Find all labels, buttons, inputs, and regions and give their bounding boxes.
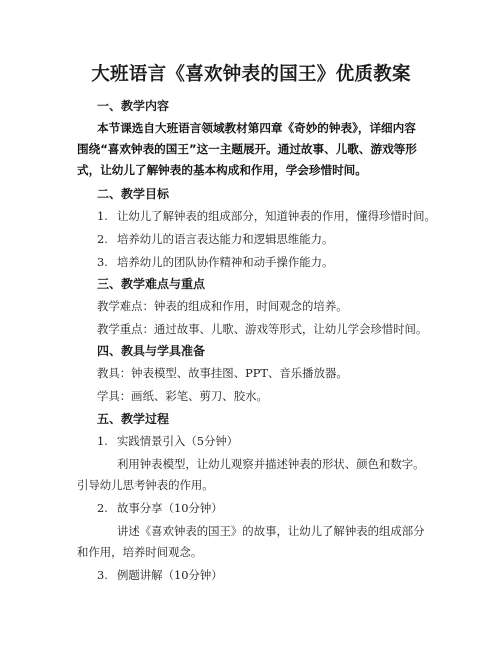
teaching-aids-line: 教具：钟表模型、故事挂图、PPT、音乐播放器。 <box>97 366 348 380</box>
goal-item-number: 1. <box>97 209 108 223</box>
difficulty-line: 教学难点：钟表的组成和作用，时间观念的培养。 <box>97 299 348 313</box>
goal-item-number: 2. <box>97 232 108 246</box>
goal-item-text: 让幼儿了解钟表的组成部分，知道钟表的作用，懂得珍惜时间。 <box>117 209 436 223</box>
goal-item-text: 培养幼儿的团队协作精神和动手操作能力。 <box>117 255 334 269</box>
step-1-title <box>97 433 238 449</box>
section-heading-content: 一、教学内容 <box>97 99 170 113</box>
goal-item-text: 培养幼儿的语言表达能力和逻辑思维能力。 <box>117 232 334 246</box>
section-heading-goals: 二、教学目标 <box>97 187 170 201</box>
step-title-text: 故事分享（10分钟） <box>117 501 223 515</box>
goal-item-3 <box>97 254 333 270</box>
step-title-text: 实践情景引入（5分钟） <box>117 434 239 448</box>
step-number: 3. <box>97 568 108 582</box>
section-heading-process: 五、教学过程 <box>97 412 170 426</box>
goal-item-2 <box>97 231 333 247</box>
step-3-title <box>97 567 223 583</box>
goal-item-number: 3. <box>97 255 108 269</box>
learning-tools-line: 学具：画纸、彩笔、剪刀、胶水。 <box>97 389 268 403</box>
step-number: 2. <box>97 501 108 515</box>
section-heading-materials: 四、教具与学具准备 <box>97 344 206 358</box>
step-2-desc-line-2: 和作用，培养时间观念。 <box>77 545 203 559</box>
step-1-desc-line-1: 利用钟表模型，让幼儿观察并描述钟表的形状、颜色和数字。 <box>117 457 425 471</box>
step-number: 1. <box>97 434 108 448</box>
focus-line: 教学重点：通过故事、儿歌、游戏等形式，让幼儿学会珍惜时间。 <box>97 322 428 336</box>
step-2-desc-line-1: 讲述《喜欢钟表的国王》的故事，让幼儿了解钟表的组成部分 <box>117 524 425 538</box>
document-title: 大班语言《喜欢钟表的国王》优质教案 <box>91 64 411 85</box>
step-2-title <box>97 500 223 516</box>
content-line-3: 式，让幼儿了解钟表的基本构成和作用，学会珍惜时间。 <box>77 163 367 177</box>
step-1-desc-line-2: 引导幼儿思考钟表的作用。 <box>77 478 214 492</box>
goal-item-1 <box>97 208 436 224</box>
content-line-1: 本节课选自大班语言领域教材第四章《奇妙的钟表》，详细内容 <box>97 121 416 135</box>
step-title-text: 例题讲解（10分钟） <box>117 568 223 582</box>
content-line-2: 围绕“喜欢钟表的国王”这一主题展开。通过故事、儿歌、游戏等形 <box>77 142 417 156</box>
section-heading-key-points: 三、教学难点与重点 <box>97 277 206 291</box>
